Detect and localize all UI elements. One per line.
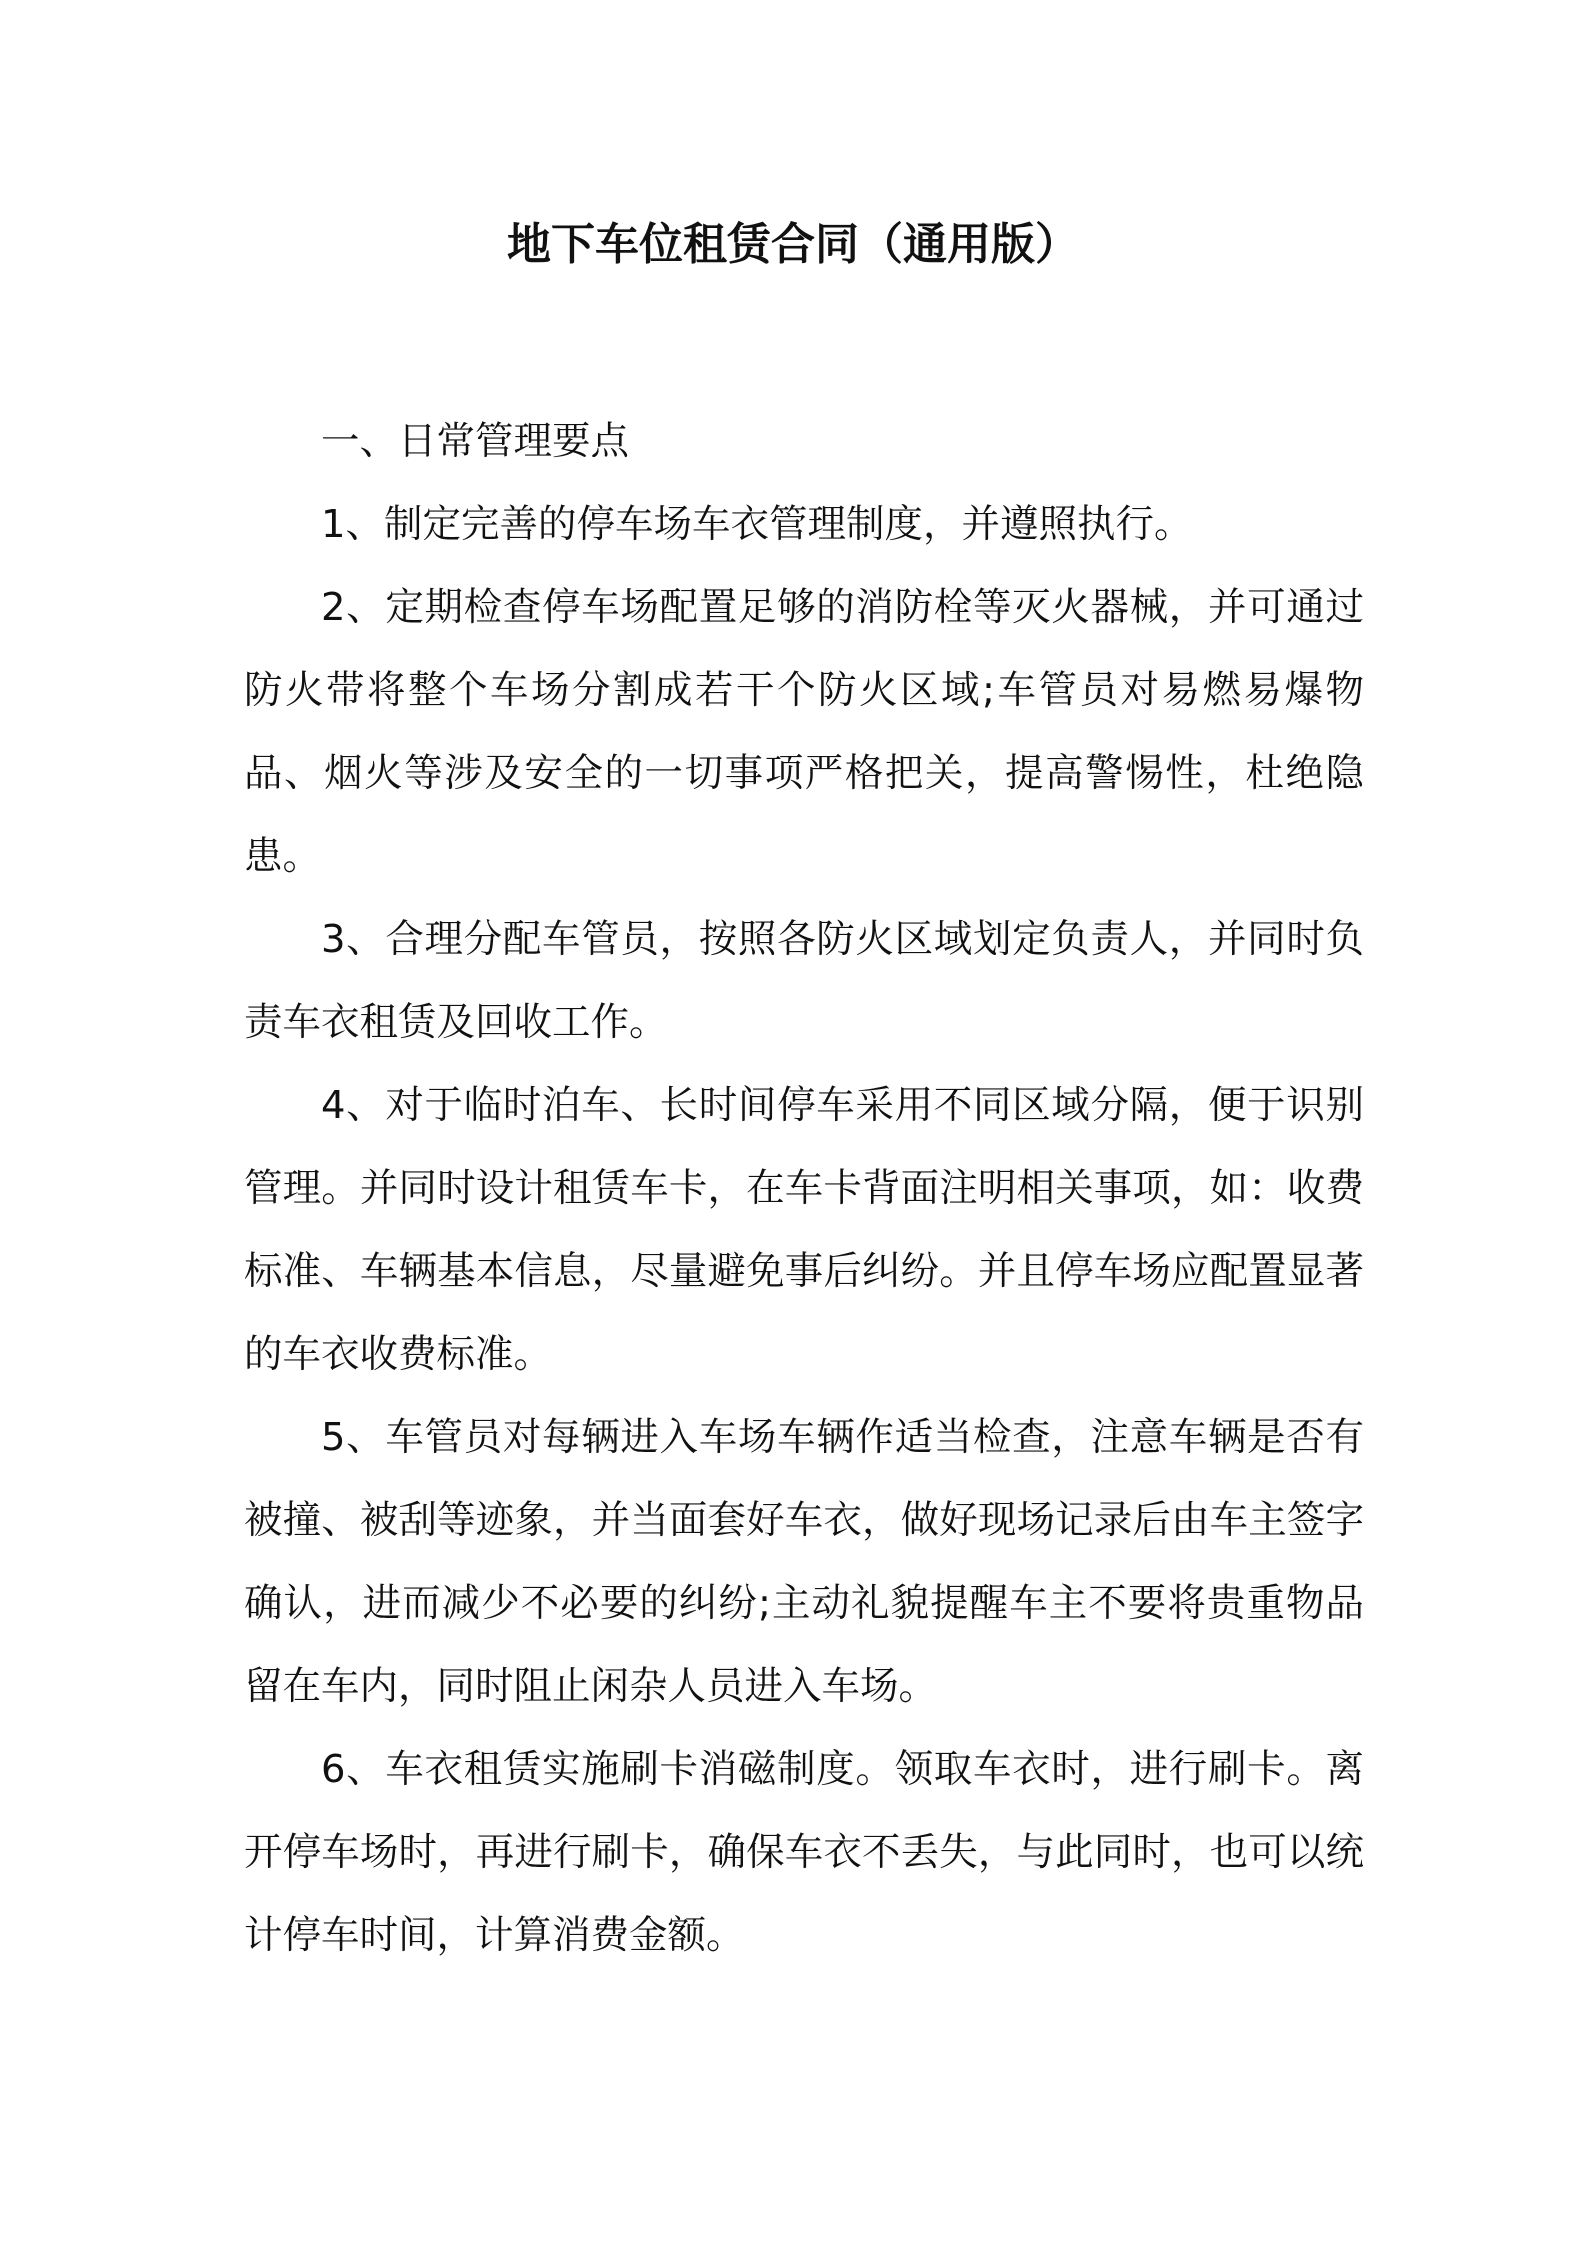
- paragraph-1: 1、制定完善的停车场车衣管理制度，并遵照执行。: [321, 502, 1193, 547]
- document-body: [244, 400, 1364, 1977]
- paragraph-4: 4、对于临时泊车、长时间停车采用不同区域分隔，便于识别管理。并同时设计租赁车卡，在车卡背面注明相关事项，如：收费标准、车辆基本信息，尽量避免事后纠纷。并且停车场应配置显著的车衣收费标准。: [244, 1083, 1364, 1377]
- document-title: 地下车位租赁合同（通用版）: [507, 219, 1079, 270]
- paragraph-5: 5、车管员对每辆进入车场车辆作适当检查，注意车辆是否有被撞、被刮等迹象，并当面套好车衣，做好现场记录后由车主签字确认，进而减少不必要的纠纷;主动礼貌提醒车主不要将贵重物品留在车内，同时阻止闲杂人员进入车场。: [244, 1415, 1364, 1709]
- section-heading: 一、日常管理要点: [321, 419, 630, 464]
- paragraph-2: 2、定期检查停车场配置足够的消防栓等灭火器械，并可通过防火带将整个车场分割成若干个防火区域;车管员对易燃易爆物品、烟火等涉及安全的一切事项严格把关，提高警惕性，杜绝隐患。: [244, 585, 1364, 879]
- paragraph-6: 6、车衣租赁实施刷卡消磁制度。领取车衣时，进行刷卡。离开停车场时，再进行刷卡，确保车衣不丢失，与此同时，也可以统计停车时间，计算消费金额。: [244, 1747, 1364, 1958]
- paragraph-3: 3、合理分配车管员，按照各防火区域划定负责人，并同时负责车衣租赁及回收工作。: [244, 917, 1364, 1045]
